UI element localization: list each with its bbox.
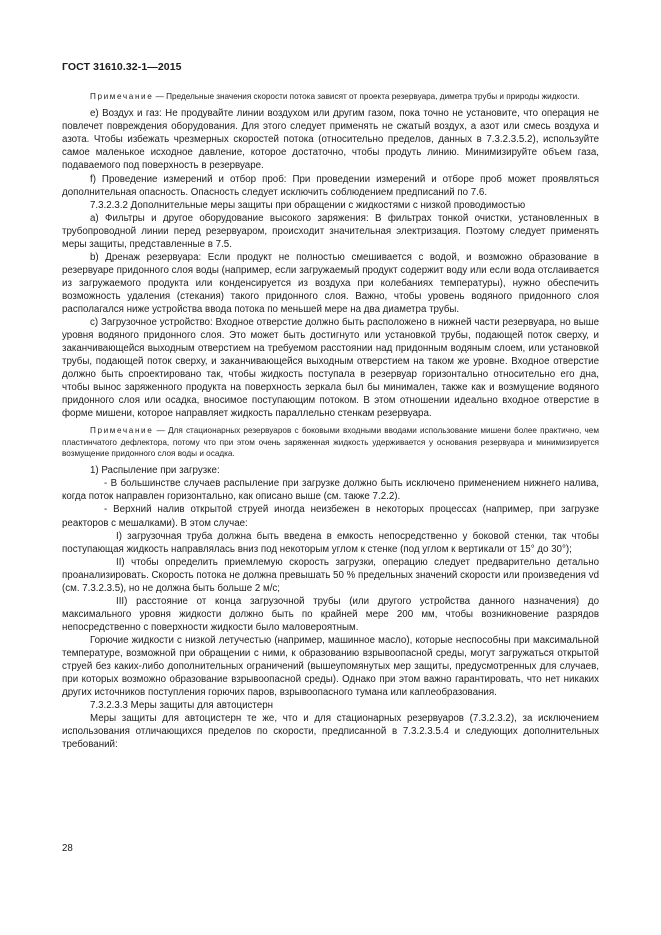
paragraph-low-volatility: Горючие жидкости с низкой летучестью (например, машинное масло), которые неспособны при максимальной температуре, возможной при обращении с ними, к образованию взрывоопасной среды, могут загружаться открытой струей без каких-либо дополнительных ограничений (вышеупомянутых мер защиты, предусмотренных для случаев, при которых возможно образование взрывоопасной среды). Однако при этом важно гарантировать, что нет никаких других источников поступления горючих паров, взрывоопасного тумана или каплеобразования. [62,634,599,699]
note-text: — Предельные значения скорости потока зависят от проекта резервуара, диметра трубы и природы жидкости. [153,92,580,101]
dash-item-top-loading: - Верхний налив открытой струей иногда неизбежен в некоторых процессах (например, при загрузке реакторов с мешалками). В этом случае: [62,504,599,529]
paragraph-e-air-gas: е) Воздух и газ: Не продувайте линии воздухом или другим газом, пока точно не установите, что операция не повлечет повреждения оборудования. Для этого следует применять не сжатый воздух, а азот или смесь воздуха и азота. Чтобы избежать чрезмерных скоростей потока (относительно пределов, данных в 7.3.2.3.5.2), используйте самое маленькое исходное давление, которое достаточно, чтобы продуть линию. Минимизируйте объем газа, подаваемого под поверхность в резервуаре. [62,108,599,172]
roman-item-ii: II) чтобы определить приемлемую скорость загрузки, операцию следует предварительно детально проанализировать. Скорость потока не должна превышать 50 % предельных значений скорости или произведения vd (см. 7.3.2.3.5), но не должна быть больше 2 м/с; [62,556,599,594]
document-header: ГОСТ 31610.32-1—2015 [62,61,182,73]
note-paragraph [62,91,599,102]
paragraph-tank-trucks: Меры защиты для автоцистерн те же, что и для стационарных резервуаров (7.3.2.3.2), за исключением использования отличающихся пределов по скорости, предписанной в 7.3.2.3.5.4 и следующих дополнительных требований: [62,713,599,751]
paragraph-f-measurements: f) Проведение измерений и отбор проб: При проведении измерений и отборе проб может проявляться дополнительная опасность. Опасность следует исключить соблюдением предписаний по 7.6. [62,173,599,198]
list-item-1-spraying: 1) Распыление при загрузке: [90,465,220,477]
dash-item-bottom-loading: - В большинстве случаев распыление при загрузке должно быть исключено применением нижнего налива, когда поток направлен горизонтально, как описано выше (см. также 7.2.2). [62,478,599,503]
note-label: Примечание [90,92,154,101]
paragraph-b-drainage: b) Дренаж резервуара: Если продукт не полностью смешивается с водой, и возможно образование в резервуаре придонного слоя воды (например, если загружаемый продукт содержит воду или если вода отслаивается из загружаемого продукта или конденсируется из воздуха при колебаниях температуры), нужно обеспечить возможность удаления (стекания) такого придонного слоя. Важно, чтобы уровень водяного придонного слоя располагался ниже устройства ввода потока по меньшей мере на два диаметра трубы. [62,251,599,315]
page-number: 28 [62,843,73,854]
note-paragraph [62,425,599,459]
paragraph-c-loading-device: с) Загрузочное устройство: Входное отверстие должно быть расположено в нижней части резервуара, но выше уровня водяного придонного слоя. Это может быть достигнуто или установкой трубы, подающей поток сверху, и заканчивающейся выходным отверстием на требуемом расстоянии над придонным водяным слоем, или установкой трубы, подающей поток сверху, и заканчивающейся выходным отверстием на таком же уровне. Входное отверстие должно быть спроектировано так, чтобы жидкость поступала в резервуар горизонтально относительно его дна, чтобы вынос заряженного продукта на поверхность зеркала был бы минимален, также как и возмущение водяного придонного слоя или осадка, вносимое поступающим потоком. В этом отношении идеально входное отверстие в форме мишени, которое направляет жидкость параллельно стенкам резервуара. [62,317,599,420]
paragraph-a-filters: а) Фильтры и другое оборудование высокого заряжения: В фильтрах тонкой очистки, установленных в трубопроводной линии перед резервуаром, происходит значительная электризация. Поэтому следует применять меры защиты, представленные в 7.5. [62,212,599,250]
roman-item-i: I) загрузочная труба должна быть введена в емкость непосредственно у боковой стенки, так чтобы поступающая жидкость направлялась вниз под некоторым углом к стенке (под углом к вертикали от 15° до 30°); [62,530,599,555]
section-heading-7-3-2-3-2: 7.3.2.3.2 Дополнительные меры защиты при обращении с жидкостями с низкой проводимостью [90,199,526,211]
section-heading-7-3-2-3-3: 7.3.2.3.3 Меры защиты для автоцистерн [90,700,274,712]
document-body [62,91,599,751]
note-text: — Для стационарных резервуаров с боковыми входными вводами использование мишени более практично, чем пластинчатого дефлектора, потому что при этом очень заряженная жидкость удерживается у основания резервуара и минимизируется возмущение придонного слоя воды и осадка. [62,426,599,459]
note-label: Примечание [90,426,154,436]
roman-item-iii: III) расстояние от конца загрузочной трубы (или другого устройства данного назначения) до максимального уровня жидкости должно быть по крайней мере 200 мм, чтобы возникновение разрядов непосредственно с поверхности жидкости было маловероятным. [62,595,599,633]
